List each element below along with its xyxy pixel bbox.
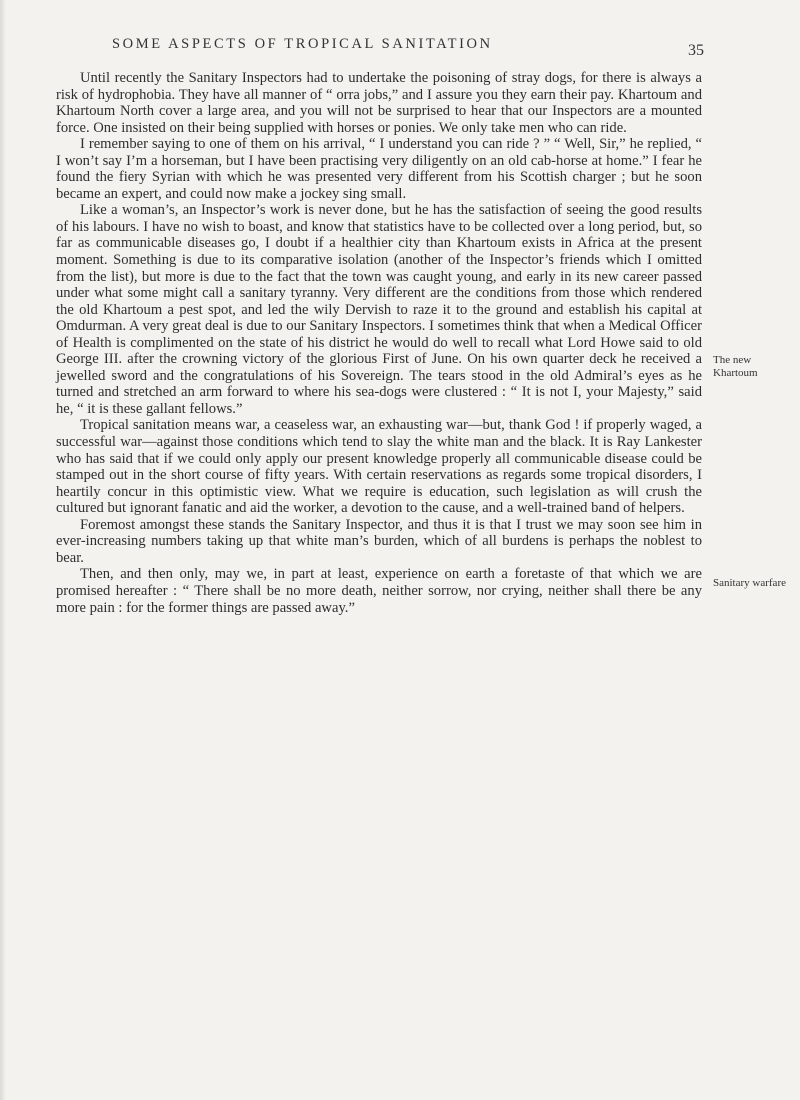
page-header [0,36,800,66]
paragraph: Until recently the Sanitary Inspectors had to undertake the poisoning of stray dogs, for there is always a risk of hydrophobia. They have all manner of “ orra jobs,” and I assure you they earn their pay. Khartoum and Khartoum North cover a large area, and you will not be surprised to hear that our Inspectors are a mounted force. One insisted on their being supplied with horses or ponies. We only take men who can ride. [56,70,702,136]
marginal-note: Sanitary warfare [713,577,786,589]
body-text [56,70,702,616]
page-edge-shadow [0,0,6,1100]
paragraph: Then, and then only, may we, in part at least, experience on earth a foretaste of that which we are promised hereafter : “ There shall be no more death, neither sorrow, nor crying, neither shall there be any more pain : for the former things are passed away.” [56,566,702,616]
paragraph: Like a woman’s, an Inspector’s work is never done, but he has the satisfaction of seeing the good results of his labours. I have no wish to boast, and know that statistics have to be collected over a long period, but, so far as communicable diseases go, I doubt if a healthier city than Khartoum exists in Africa at the present moment. Something is due to its comparative isolation (another of the Inspector’s friends which I omitted from the list), but more is due to the fact that the town was caught young, and early in its new career passed under what some might call a sanitary tyranny. Very different are the conditions from those which rendered the old Khartoum a pest spot, and led the wily Dervish to raze it to the ground and establish his capital at Omdurman. A very great deal is due to our Sanitary Inspectors. I sometimes think that when a Medical Officer of Health is complimented on the state of his district he would do well to recall what Lord Howe said to old George III. after the crowning victory of the glorious First of June. On his own quarter deck he received a jewelled sword and the congratulations of his Sovereign. The tears stood in the old Admiral’s eyes as he turned and stretched an arm forward to where his sea-dogs were clustered : “ It is not I, your Majesty,” said he, “ it is these gallant fellows.” [56,202,702,417]
page-number: 35 [688,42,704,59]
paragraph: Tropical sanitation means war, a ceaseless war, an exhausting war—but, thank God ! if properly waged, a successful war—against those conditions which tend to slay the white man and the black. It is Ray Lankester who has said that if we could only apply our present knowledge properly all communicable disease could be stamped out in the short course of fifty years. With certain reservations as regards some tropical disorders, I heartily concur in this optimistic view. What we require is education, such legislation as will crush the cultured but ignorant fanatic and aid the worker, a devotion to the cause, and a well-trained band of helpers. [56,417,702,517]
marginal-note: The new Khartoum [713,354,758,379]
paragraph: I remember saying to one of them on his arrival, “ I understand you can ride ? ” “ Well, Sir,” he replied, “ I won’t say I’m a horseman, but I have been practising very diligently on an old cab-horse at home.” I fear he found the fiery Syrian with which he was presented very different from his Scottish charger ; but he soon became an expert, and could now make a jockey sing small. [56,136,702,202]
running-head: SOME ASPECTS OF TROPICAL SANITATION [112,36,493,52]
paragraph: Foremost amongst these stands the Sanitary Inspector, and thus it is that I trust we may soon see him in ever-increasing numbers taking up that white man’s burden, which of all burdens is perhaps the noblest to bear. [56,516,702,566]
